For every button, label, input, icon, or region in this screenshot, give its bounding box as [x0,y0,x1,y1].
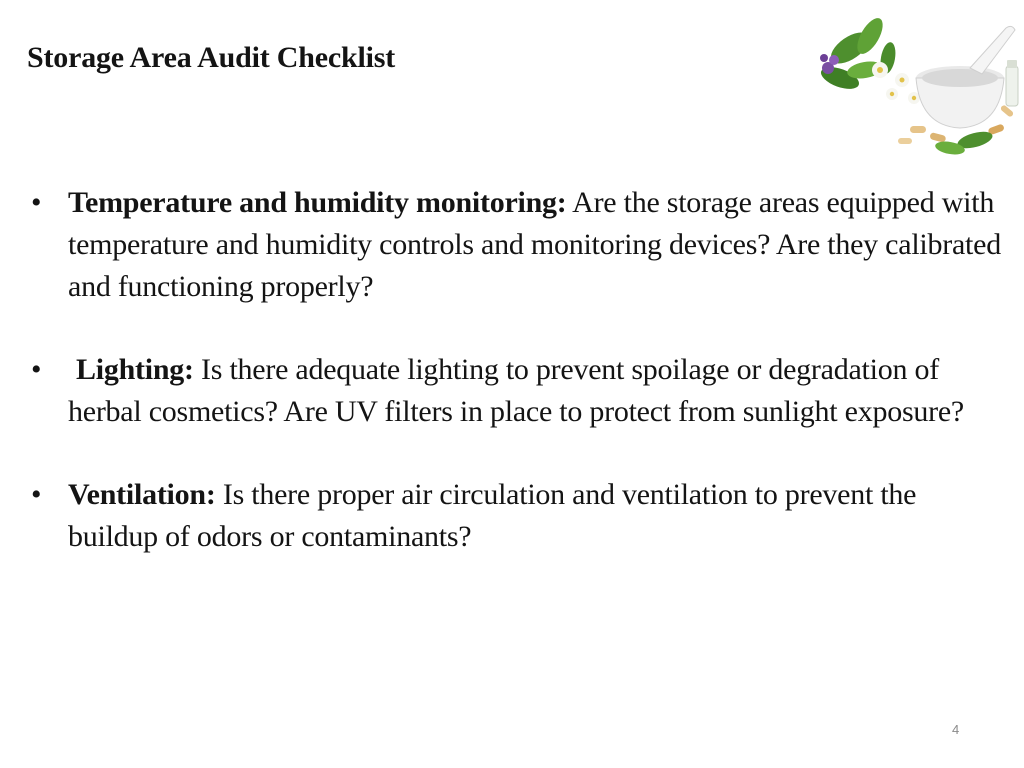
bullet-heading: Ventilation: [68,478,216,511]
list-item [30,349,1005,433]
bullet-icon: • [31,478,42,511]
bullet-heading: Temperature and humidity monitoring: [68,186,567,219]
herbal-mortar-pestle-illustration [810,8,1022,158]
list-item [30,182,1005,308]
bullet-heading: Lighting: [76,353,194,386]
bullet-text: Is there adequate lighting to prevent spoilage or degradation of herbal cosmetics? Are UV filters in place to protect from sunlight exposure? [68,353,964,428]
bullet-text: Is there proper air circulation and ventilation to prevent the buildup of odors or contaminants? [68,478,917,553]
bullet-icon: • [31,353,42,386]
list-item [30,474,1005,558]
bullet-text: Are the storage areas equipped with temperature and humidity controls and monitoring devices? Are they calibrated and functioning properly? [68,186,1001,303]
bullet-icon: • [31,186,42,219]
slide-title: Storage Area Audit Checklist [27,41,396,74]
page-number: 4 [952,722,960,737]
checklist [30,182,1005,558]
